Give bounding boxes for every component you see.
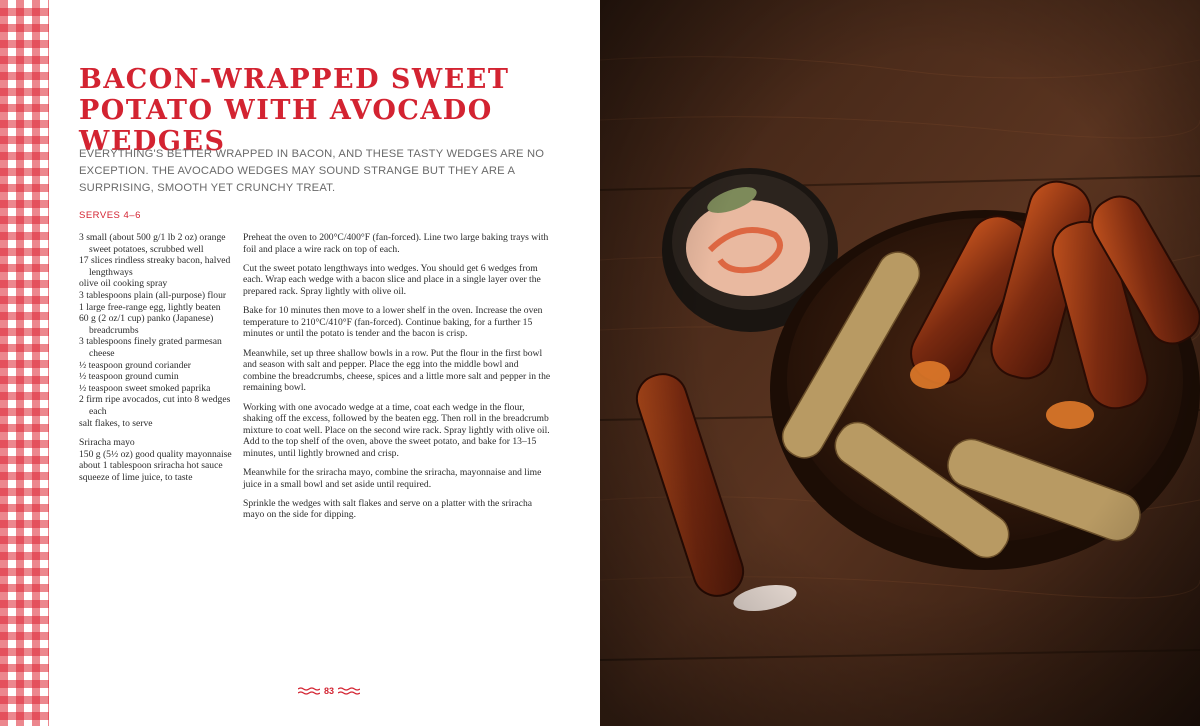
ingredient-item: ½ teaspoon ground cumin xyxy=(79,371,179,383)
ingredients-list xyxy=(79,232,243,483)
food-photo xyxy=(600,0,1200,726)
sub-recipe-heading: Sriracha mayo xyxy=(79,437,135,449)
method-step: Preheat the oven to 200°C/400°F (fan-forced). Line two large baking trays with foil and place a wire rack on top of each. xyxy=(243,232,549,255)
serves-label: SERVES 4–6 xyxy=(79,210,141,221)
recipe-intro: EVERYTHING'S BETTER WRAPPED IN BACON, AND THESE TASTY WEDGES ARE NO EXCEPTION. THE AVOCADO WEDGES MAY SOUND STRANGE BUT THEY ARE A SURPRISING, SMOOTH YET CRUNCHY TREAT. xyxy=(79,148,545,194)
gingham-border xyxy=(0,0,49,726)
ingredient-item: ½ teaspoon sweet smoked paprika xyxy=(79,382,211,394)
method-steps xyxy=(243,232,553,529)
ingredient-item: ½ teaspoon ground coriander xyxy=(79,359,191,371)
wavy-ornament-icon xyxy=(338,687,360,695)
ingredient-item: salt flakes, to serve xyxy=(79,417,153,429)
ingredient-item: 3 small (about 500 g/1 lb 2 oz) orange sweet potatoes, scrubbed well xyxy=(79,232,226,255)
method-step: Cut the sweet potato lengthways into wedges. You should get 6 wedges from each. Wrap each wedge with a bacon slice and place in a single layer over the prepared rack. Spray lightly with olive oil. xyxy=(243,262,541,297)
ingredient-item: 3 tablespoons plain (all-purpose) flour xyxy=(79,289,227,301)
ingredient-item: 3 tablespoons finely grated parmesan cheese xyxy=(79,336,222,359)
ingredient-item: olive oil cooking spray xyxy=(79,278,168,290)
ingredient-item: squeeze of lime juice, to taste xyxy=(79,471,193,483)
wavy-ornament-icon xyxy=(298,687,320,695)
method-step: Meanwhile, set up three shallow bowls in a row. Put the flour in the first bowl and season with salt and pepper. Place the egg into the middle bowl and combine the breadcrumbs, cheese, spices and a little more salt and pepper in the remaining bowl. xyxy=(243,347,551,394)
recipe-page xyxy=(49,0,600,726)
ingredient-item: 2 firm ripe avocados, cut into 8 wedges each xyxy=(79,394,231,417)
recipe-title: BACON-WRAPPED SWEET POTATO WITH AVOCADO WEDGES xyxy=(79,64,510,157)
ingredient-item: 150 g (5½ oz) good quality mayonnaise xyxy=(79,448,232,460)
method-step: Bake for 10 minutes then move to a lower shelf in the oven. Increase the oven temperature to 210°C/410°F (fan-forced). Continue baking, for a further 15 minutes or until the potato is tender and the bacon is crisp. xyxy=(243,305,543,340)
method-step: Sprinkle the wedges with salt flakes and serve on a platter with the sriracha mayo on the side for dipping. xyxy=(243,497,533,521)
ingredient-item: 1 large free-range egg, lightly beaten xyxy=(79,301,221,313)
ingredient-item: about 1 tablespoon sriracha hot sauce xyxy=(79,460,223,472)
method-step: Meanwhile for the sriracha mayo, combine the sriracha, mayonnaise and lime juice in a small bowl and set aside until required. xyxy=(243,467,542,490)
page-number: 83 xyxy=(323,686,334,696)
page-footer xyxy=(289,684,369,698)
ingredient-item: 17 slices rindless streaky bacon, halved lengthways xyxy=(79,255,231,278)
ingredient-item: 60 g (2 oz/1 cup) panko (Japanese) breadcrumbs xyxy=(79,313,214,336)
method-step: Working with one avocado wedge at a time, coat each wedge in the flour, shaking off the excess, followed by the beaten egg. Then roll in the breadcrumb mixture to coat well. Place on the second wire rack. Spray lightly with olive oil. Add to the top shelf of the oven, above the sweet potato, and bake for 13–15 minutes, until lightly browned and crisp. xyxy=(243,401,550,459)
